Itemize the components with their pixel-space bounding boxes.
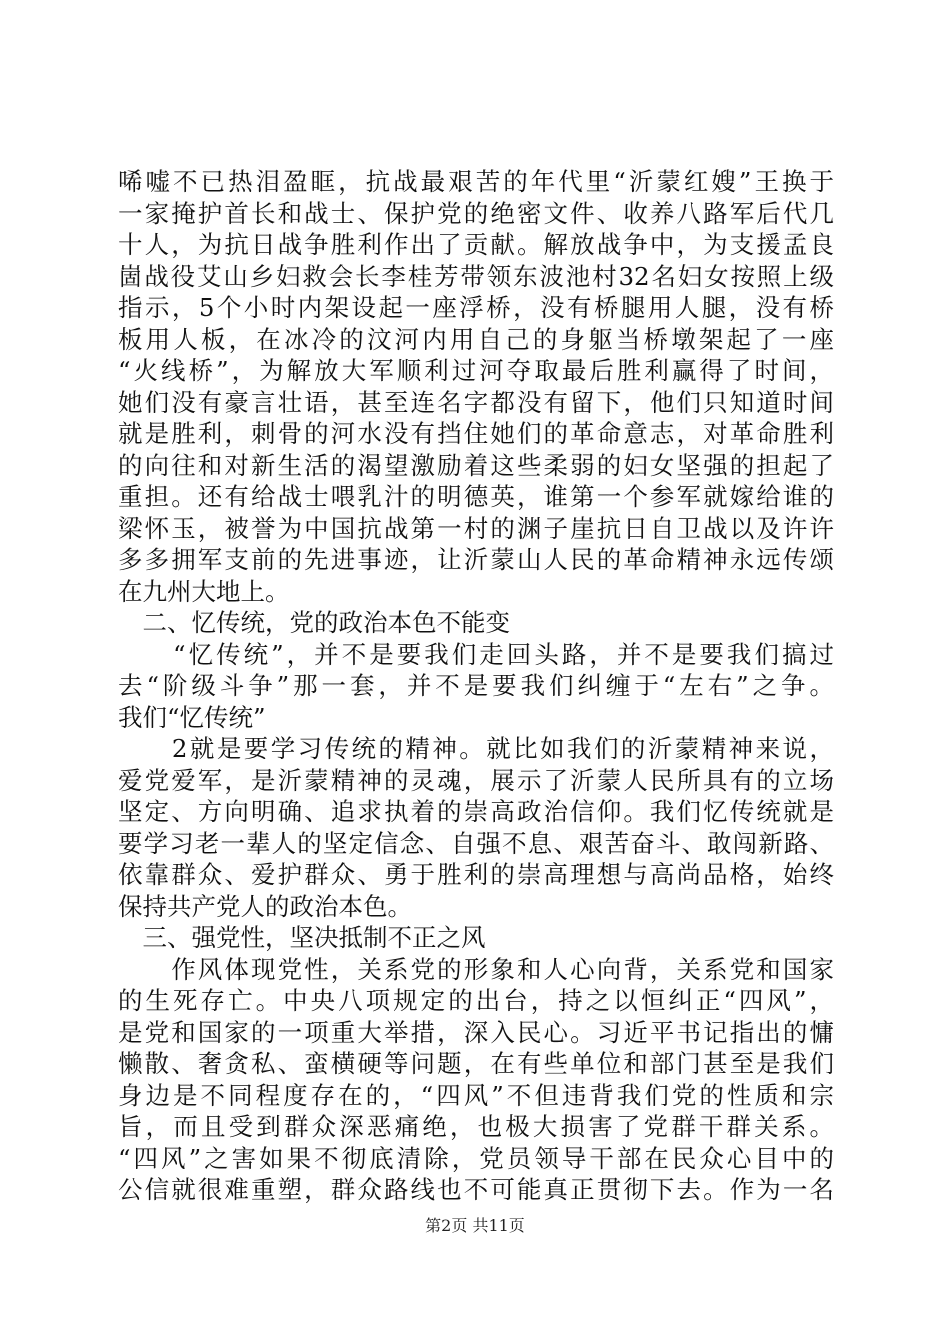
text-line: 的向往和对新生活的渴望激励着这些柔弱的妇女坚强的担起了 <box>118 450 834 480</box>
text-line: 崮战役艾山乡妇救会长李桂芳带领东波池村32名妇女按照上级 <box>118 261 834 291</box>
text-line: 公信就很难重塑，群众路线也不可能真正贯彻下去。作为一名 <box>118 1175 834 1204</box>
text-line: 去“阶级斗争”那一套，并不是要我们纠缠于“左右”之争。 <box>118 671 834 700</box>
text-line: 三、强党性，坚决抵制不正之风 <box>118 923 486 952</box>
text-line: 坚定、方向明确、追求执着的崇高政治信仰。我们忆传统就是 <box>118 797 834 826</box>
text-line: “忆传统”，并不是要我们走回头路，并不是要我们搞过 <box>118 639 834 669</box>
text-line: 我们“忆传统” <box>118 702 266 732</box>
text-line: 唏嘘不已热泪盈眶，抗战最艰苦的年代里“沂蒙红嫂”王换于 <box>118 167 834 196</box>
text-line: 多多拥军支前的先进事迹，让沂蒙山人民的革命精神永远传颂 <box>118 545 834 574</box>
text-line: “火线桥”，为解放大军顺利过河夺取最后胜利赢得了时间， <box>118 356 834 385</box>
text-line: 依靠群众、爱护群众、勇于胜利的崇高理想与高尚品格，始终 <box>118 860 834 889</box>
text-line: 板用人板，在冰冷的汶河内用自己的身躯当桥墩架起了一座 <box>118 324 834 354</box>
text-line: 是党和国家的一项重大举措，深入民心。习近平书记指出的慵 <box>118 1017 834 1047</box>
text-line: 爱党爱军，是沂蒙精神的灵魂，展示了沂蒙人民所具有的立场 <box>118 765 834 795</box>
text-line: 的生死存亡。中央八项规定的出台，持之以恒纠正“四风”， <box>118 986 834 1015</box>
text-line: 要学习老一辈人的坚定信念、自强不息、艰苦奋斗、敢闯新路、 <box>118 828 834 858</box>
text-line: 重担。还有给战士喂乳汁的明德英，谁第一个参军就嫁给谁的 <box>118 482 834 511</box>
text-line: 懒散、奢贪私、蛮横硬等问题，在有些单位和部门甚至是我们 <box>118 1049 834 1078</box>
text-line: 一家掩护首长和战士、保护党的绝密文件、收养八路军后代几 <box>118 198 834 228</box>
text-line: 身边是不同程度存在的，“四风”不但违背我们党的性质和宗 <box>118 1080 834 1110</box>
text-line: 梁怀玉，被誉为中国抗战第一村的渊子崖抗日自卫战以及许许 <box>118 513 834 543</box>
text-line: 二、忆传统，党的政治本色不能变 <box>118 608 510 637</box>
text-line: 保持共产党人的政治本色。 <box>118 891 412 921</box>
text-line: 旨，而且受到群众深恶痛绝，也极大损害了党群干群关系。 <box>118 1112 834 1141</box>
text-line: 指示，5个小时内架设起一座浮桥，没有桥腿用人腿，没有桥 <box>118 293 834 322</box>
text-line: 她们没有豪言壮语，甚至连名字都没有留下，他们只知道时间 <box>118 387 834 417</box>
text-line: 就是胜利，刺骨的河水没有挡住她们的革命意志，对革命胜利 <box>118 419 834 448</box>
text-line: 作风体现党性，关系党的形象和人心向背，关系党和国家 <box>118 954 834 984</box>
body-text <box>118 166 834 1206</box>
text-line: 2就是要学习传统的精神。就比如我们的沂蒙精神来说， <box>118 734 834 763</box>
text-line: 十人，为抗日战争胜利作出了贡献。解放战争中，为支援孟良 <box>118 230 834 259</box>
text-line: 在九州大地上。 <box>118 576 290 606</box>
text-line: “四风”之害如果不彻底清除，党员领导干部在民众心目中的 <box>118 1143 834 1173</box>
page-footer: 第2页 共11页 <box>425 1216 525 1235</box>
